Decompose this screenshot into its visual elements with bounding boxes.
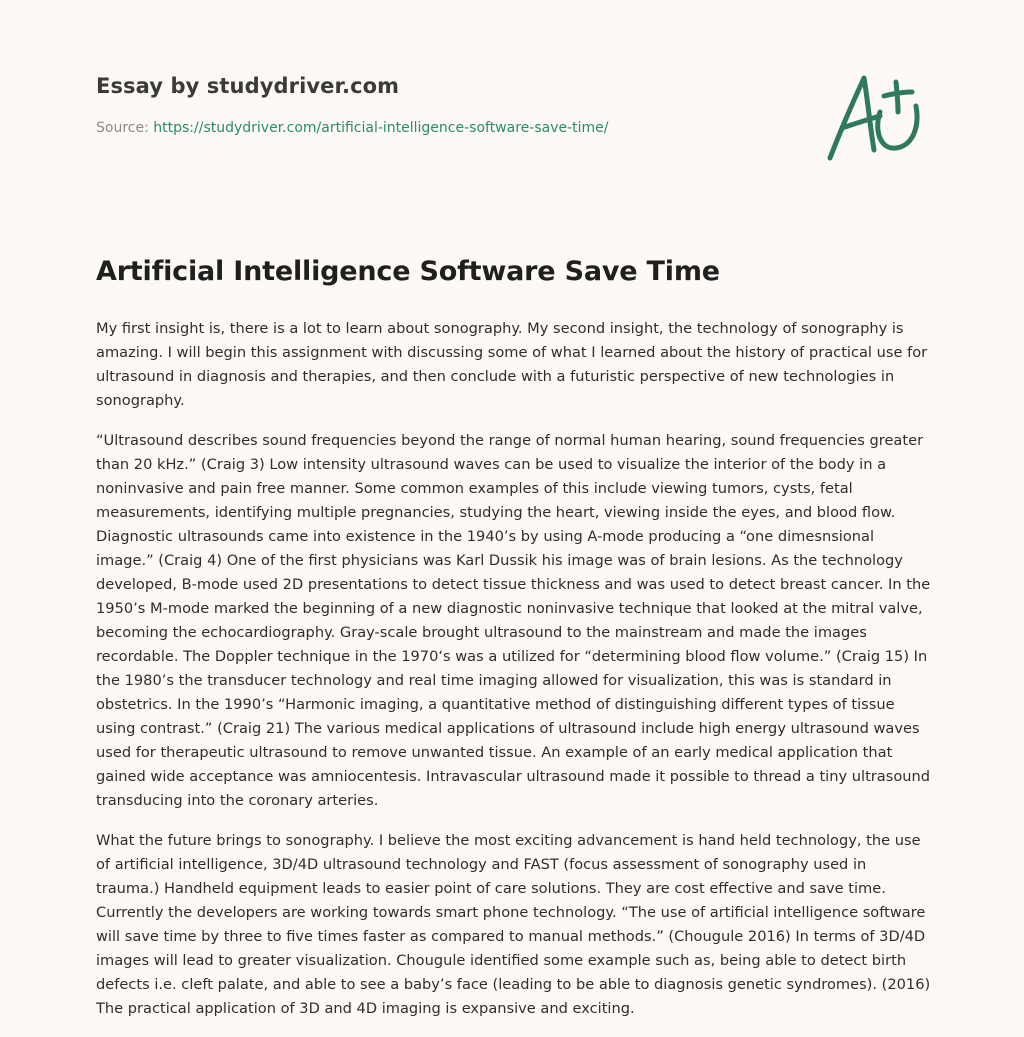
source-line (96, 120, 796, 136)
site-brand: Essay by studydriver.com (96, 74, 400, 98)
a-plus-grade-icon (820, 66, 930, 166)
essay-body (96, 317, 932, 1037)
page-header (96, 74, 796, 136)
essay-paragraph: What the future brings to sonography. I believe the most exciting advancement is hand held technology, the use of artificial intelligence, 3D/4D ultrasound technology and FAST (focus assessment of sonography used in trauma.) Handheld equipment leads to easier point of care solutions. They are cost effective and save time. Currently the developers are working towards smart phone technology. “The use of artificial intelligence software will save time by three to five times faster as compared to manual methods.” (Chougule 2016) In terms of 3D/4D images will lead to greater visualization. Chougule identified some example such as, being able to detect birth defects i.e. cleft palate, and able to see a baby’s face (leading to be able to diagnosis genetic syndromes). (2016) The practical application of 3D and 4D imaging is expansive and exciting. (96, 832, 931, 1017)
essay-paragraph: My first insight is, there is a lot to learn about sonography. My second insight, the technology of sonography is amazing. I will begin this assignment with discussing some of what I learned about the history of practical use for ultrasound in diagnosis and therapies, and then conclude with a futuristic perspective of new technologies in sonography. (96, 320, 928, 409)
source-link[interactable]: https://studydriver.com/artificial-intelligence-software-save-time/ (153, 120, 609, 136)
essay-paragraph: “Ultrasound describes sound frequencies beyond the range of normal human hearing, sound frequencies greater than 20 kHz.” (Craig 3) Low intensity ultrasound waves can be used to visualize the interior of the body in a noninvasive and pain free manner. Some common examples of this include viewing tumors, cysts, fetal measurements, identifying multiple pregnancies, studying the heart, viewing inside the eyes, and blood flow. Diagnostic ultrasounds came into existence in the 1940’s by using A-mode producing a “one dimesnsional image.” (Craig 4) One of the first physicians was Karl Dussik his image was of brain lesions. As the technology developed, B-mode used 2D presentations to detect tissue thickness and was used to detect breast cancer. In the 1950’s M-mode marked the beginning of a new diagnostic noninvasive technique that looked at the mitral valve, becoming the echocardiography. Gray-scale brought ultrasound to the mainstream and made the images recordable. The Doppler technique in the 1970‘s was a utilized for “determining blood flow volume.” (Craig 15) In the 1980’s the transducer technology and real time imaging allowed for visualization, this was is standard in obstetrics. In the 1990’s “Harmonic imaging, a quantitative method of distinguishing different types of tissue using contrast.” (Craig 21) The various medical applications of ultrasound include high energy ultrasound waves used for therapeutic ultrasound to remove unwanted tissue. An example of an early medical application that gained wide acceptance was amniocentesis. Intravascular ultrasound made it possible to thread a tiny ultrasound transducing into the coronary arteries. (96, 432, 931, 809)
source-label: Source: (96, 120, 149, 136)
essay-title: Artificial Intelligence Software Save Time (96, 256, 720, 287)
